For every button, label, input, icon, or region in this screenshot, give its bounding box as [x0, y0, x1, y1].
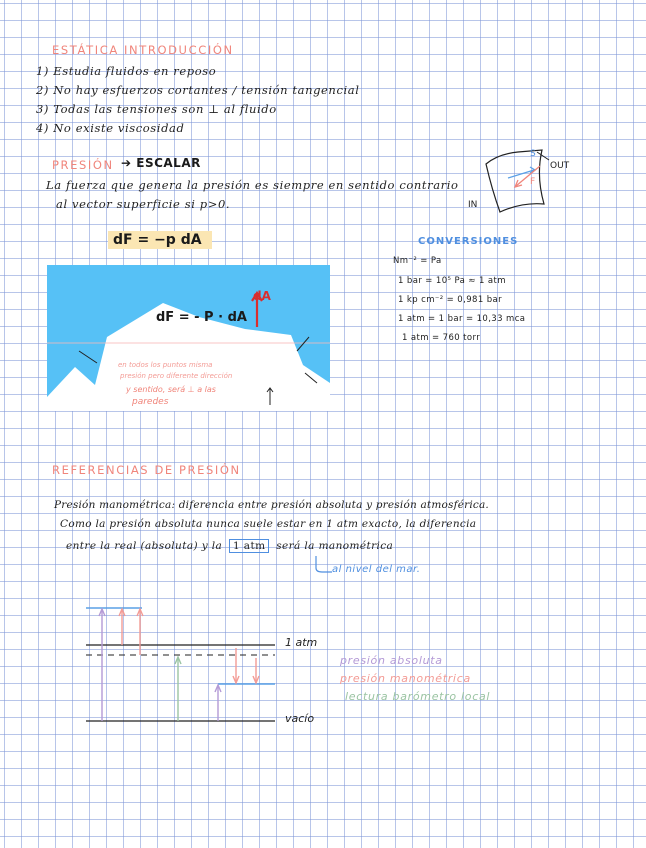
conversion-4: 1 atm = 1 bar = 10,33 mca [398, 314, 526, 324]
referencias-line-3-end: será la manométrica [276, 540, 394, 552]
surface-outline [486, 150, 544, 212]
arrow-right-icon: ➔ [121, 156, 132, 170]
legend-manometrica: presión manométrica [340, 672, 471, 685]
conversiones-title: CONVERSIONES [418, 236, 519, 247]
legend-barometro: lectura barómetro local [345, 690, 491, 703]
surface-sketch [478, 146, 558, 216]
intro-item-3: 3) Todas las tensiones son ⊥ al fluido [36, 102, 277, 116]
diagram-note-4: paredes [132, 397, 169, 407]
da-label: dA [253, 289, 271, 303]
conversion-1: Nm⁻² = Pa [393, 256, 442, 266]
conversion-2: 1 bar = 10⁵ Pa ≈ 1 atm [398, 276, 506, 286]
referencias-line-1: Presión manométrica: diferencia entre presión absoluta y presión atmosférica. [54, 499, 489, 511]
presion-subtitle [121, 156, 201, 170]
vacuum-level-label: vacío [285, 712, 315, 725]
presion-text-2: al vector superficie si p>0. [56, 197, 231, 211]
intro-title: ESTÁTICA INTRODUCCIÓN [52, 43, 234, 57]
in-label: IN [468, 200, 478, 210]
intro-item-1: 1) Estudia fluidos en reposo [36, 64, 217, 78]
presion-formula: dF = −p dA [113, 232, 202, 248]
referencias-line-2: Como la presión absoluta nunca suele estar en 1 atm exacto, la diferencia [60, 518, 477, 530]
conversion-3: 1 kp cm⁻² = 0,981 bar [398, 295, 503, 305]
diagram-note-2: presión pero diferente dirección [120, 372, 233, 380]
atm-level-label: 1 atm [285, 636, 318, 649]
presion-text-1: La fuerza que genera la presión es siempre en sentido contrario [46, 178, 459, 192]
legend-absoluta: presión absoluta [340, 654, 443, 667]
presion-title: PRESIÓN [52, 158, 114, 172]
presion-subtitle-text: ESCALAR [136, 156, 201, 170]
ds-label: S [530, 149, 536, 159]
diagram-note-1: en todos los puntos misma [118, 361, 213, 369]
referencias-line-3 [66, 540, 393, 552]
conversion-5: 1 atm = 760 torr [402, 333, 481, 343]
note-connector [312, 556, 334, 576]
intro-item-2: 2) No hay esfuerzos cortantes / tensión tangencial [36, 83, 360, 97]
sea-level-note: al nivel del mar. [332, 564, 421, 575]
force-arrow [516, 166, 540, 186]
intro-item-4: 4) No existe viscosidad [36, 121, 185, 135]
out-label: OUT [550, 161, 570, 171]
f-label: F [530, 177, 536, 187]
diagram-note-3: y sentido, será ⊥ a las [126, 385, 216, 394]
atm-box: 1 atm [229, 539, 269, 553]
referencias-title: REFERENCIAS DE PRESIÓN [52, 463, 241, 477]
referencias-line-3-start: entre la real (absoluta) y la [66, 540, 223, 552]
out-pointer [537, 152, 549, 160]
connector-line [316, 556, 332, 572]
pressure-levels-chart [80, 600, 285, 726]
diagram-formula: dF = - P · dA [156, 310, 247, 325]
